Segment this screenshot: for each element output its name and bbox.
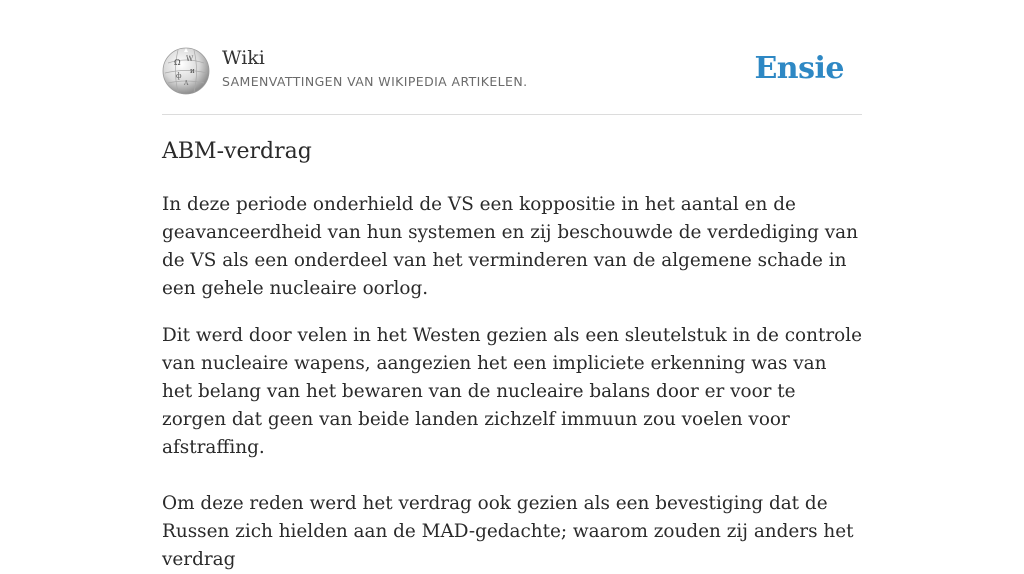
article-paragraph-3: Om deze reden werd het verdrag ook gezien als een bevestiging dat de Russen zich hielden aan de MAD-gedachte; waarom zouden zij anders het verdrag — [162, 493, 854, 570]
wikipedia-globe-icon[interactable] — [162, 47, 210, 95]
svg-text:Ω: Ω — [174, 58, 181, 67]
article-title: ABM-verdrag — [162, 139, 312, 164]
site-subtitle: SAMENVATTINGEN VAN WIKIPEDIA ARTIKELEN. — [222, 74, 528, 89]
site-title[interactable]: Wiki — [222, 47, 265, 69]
svg-text:и: и — [190, 67, 195, 75]
svg-text:A: A — [184, 80, 189, 87]
article-paragraph-2: Dit werd door velen in het Westen gezien als een sleutelstuk in de controle van nucleaire wapens, aangezien het een impliciete erkenning was van het belang van het bewaren van de nucleaire balans door er voor te zorgen dat geen van beide landen zichzelf immuun zou voelen voor afstraffing. — [162, 325, 862, 458]
article-paragraph-1: In deze periode onderhield de VS een koppositie in het aantal en de geavanceerdheid van hun systemen en zij beschouwde de verdediging van de VS als een onderdeel van het verminderen van de algemene schade in een gehele nucleaire oorlog. — [162, 194, 858, 299]
svg-text:ф: ф — [176, 72, 182, 80]
svg-text:W: W — [186, 55, 194, 63]
ensie-logo[interactable]: Ensie — [754, 51, 844, 86]
site-header — [162, 46, 862, 115]
article — [162, 136, 862, 574]
